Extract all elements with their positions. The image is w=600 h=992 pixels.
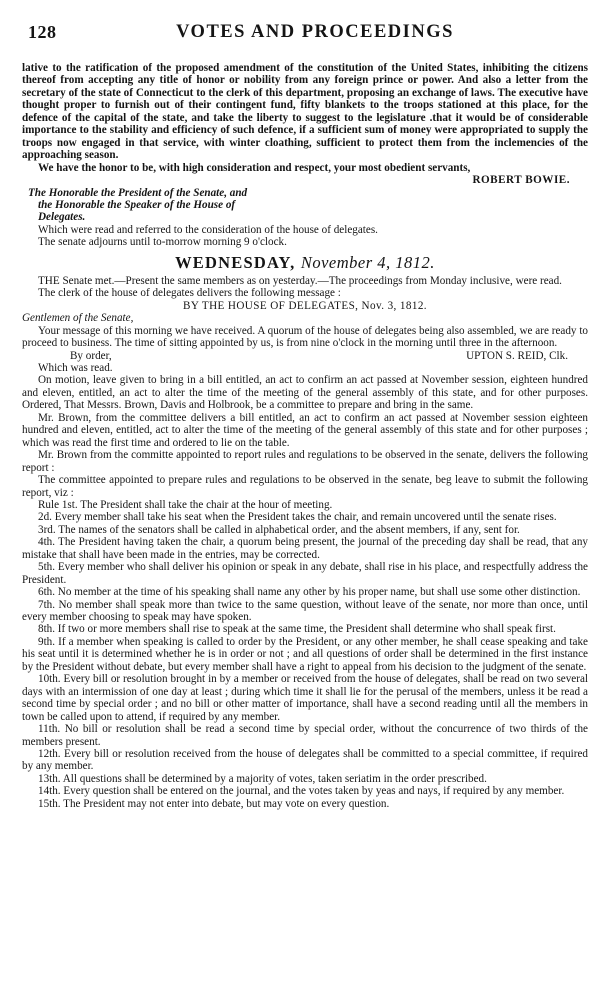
report-intro-paragraph: Mr. Brown from the committe appointed to report rules and regulations to be observed in the senate, delivers the following report : — [22, 449, 588, 474]
rule-item: 3rd. The names of the senators shall be called in alphabetical order, and the absent members, if any, sent for. — [38, 523, 520, 536]
continued-paragraph: lative to the ratification of the proposed amendment of the constitution of the United States, inhibiting the citizens thereof from accepting any title of honor or nobility from any foreign prince or power. And also a letter from the secretary of the state of Connecticut to the clerk of this department, proposing an exchange of laws. The executive have thought proper to furnish out of their contingent fund, fifty blankets to the troops stationed at this place, for the defence of the capital of the state, and take the liberty to suggest to the legislature .that it would be of considerable importance to the stability and efficiency of such defence, if a sufficient sum of money were appropriated to supply the troops now engaged in that service, with winter cloathing, sufficient to protect them from the inclemencies of the approaching season. — [22, 62, 588, 162]
closing-paragraph: We have the honor to be, with high consideration and respect, your most obedient servants, — [38, 161, 471, 174]
motion-paragraph: On motion, leave given to bring in a bill entitled, an act to confirm an act passed at November session, eighteen hundred and eleven, entitled, an act to alter the time of the meeting of the general assembly of this state, and for other purposes. Ordered, That Messrs. Brown, Davis and Holbrook, be a committee to prepare and bring in the same. — [22, 374, 588, 412]
rule-item: 2d. Every member shall take his seat when the President takes the chair, and remain uncovered until the senate rises. — [38, 511, 557, 524]
by-order-label: By order, — [70, 349, 112, 362]
rule-item: 6th. No member at the time of his speaking shall name any other by his proper name, but shall use some other distinction. — [38, 586, 581, 599]
rule-item: 10th. Every bill or resolution brought in by a member or received from the house of delegates, shall be read on two several days with an intermission of one day at least ; during which time it shall lie for the perusal of the members, unless it be read a second time by special order ; and no bill or other matter of importance, shall have a second reading until all the members in town be called upon to attend, if required by any member. — [22, 673, 588, 723]
message-signature-row — [22, 350, 588, 362]
senate-met-paragraph: THE Senate met.—Present the same members as on yesterday.—The proceedings from Monday inclusive, were read. — [38, 274, 562, 287]
rule-item: 7th. No member shall speak more than twice to the same question, without leave of the senate, nor more than once, until every member choosing to speak may have spoken. — [22, 598, 588, 624]
addressee-line-3: Delegates. — [38, 211, 86, 224]
rules-list — [22, 499, 588, 810]
referral-paragraph: Which were read and referred to the consideration of the house of delegates. — [38, 223, 378, 236]
page-number: 128 — [28, 22, 57, 42]
rule-item: 4th. The President having taken the chair, a quorum being present, the journal of the preceding day shall be read, that any mistake that shall have been made in the entries, may be corrected. — [22, 536, 588, 561]
rule-item: 5th. Every member who shall deliver his opinion or speak in any debate, shall rise in his place, and respectfully address the President. — [22, 561, 588, 586]
page-header — [22, 22, 588, 48]
message-heading: BY THE HOUSE OF DELEGATES, Nov. 3, 1812. — [183, 299, 427, 312]
addressee-line-1: The Honorable the President of the Senate, and — [28, 186, 248, 199]
message-salutation: Gentlemen of the Senate, — [22, 312, 134, 325]
rule-item: 15th. The President may not enter into debate, but may vote on every question. — [38, 797, 390, 810]
rule-item: Rule 1st. The President shall take the chair at the hour of meeting. — [38, 498, 333, 511]
committee-report-paragraph: The committee appointed to prepare rules and regulations to be observed in the senate, beg leave to submit the following report, viz : — [22, 474, 588, 499]
running-title: VOTES AND PROCEEDINGS — [176, 22, 454, 42]
signature-robert-bowie: ROBERT BOWIE. — [472, 174, 570, 187]
clerk-signature: UPTON S. REID, Clk. — [466, 349, 568, 362]
day-heading-date: November 4, 1812. — [300, 252, 435, 272]
message-body: Your message of this morning we have received. A quorum of the house of delegates being also assembled, we are ready to proceed to business. The time of sitting appointed by us, is from nine o'clock in the morning until three in the afternoon. — [22, 324, 588, 350]
day-heading — [22, 253, 588, 273]
adjournment-paragraph: The senate adjourns until to-morrow morning 9 o'clock. — [38, 236, 287, 249]
rule-item: 11th. No bill or resolution shall be read a second time by special order, without the concurrence of two thirds of the members present. — [22, 723, 588, 748]
bill-paragraph: Mr. Brown, from the committee delivers a bill entitled, an act to confirm an act passed at November session eighteen hundred and eleven, entitled, act to alter the time of the meeting of the general assembly of this state and for other purposes ; which was read the first time and ordered to lie on the table. — [22, 411, 588, 449]
rule-item: 9th. If a member when speaking is called to order by the President, or any other member, he shall cease speaking and take his seat until it is determined whether he is in order or not ; and all questions of order shall be determined in the first instance by the President without debate, but every member shall have a right to appeal from his decision to the judgment of the senate. — [22, 635, 588, 673]
which-was-read: Which was read. — [38, 361, 113, 374]
rule-item: 14th. Every question shall be entered on the journal, and the votes taken by yeas and nays, if required by any member. — [38, 785, 565, 798]
rule-item: 12th. Every bill or resolution received from the house of delegates shall be committed to a special committee, if required by any member. — [22, 748, 588, 773]
message-intro-paragraph: The clerk of the house of delegates delivers the following message : — [38, 287, 341, 300]
addressee-line-2: the Honorable the Speaker of the House of — [38, 198, 236, 211]
rule-item: 8th. If two or more members shall rise to speak at the same time, the President shall determine who shall speak first. — [38, 623, 556, 636]
rule-item: 13th. All questions shall be determined by a majority of votes, taken seriatim in the order prescribed. — [38, 772, 487, 785]
day-heading-weekday: WEDNESDAY, — [175, 252, 296, 272]
